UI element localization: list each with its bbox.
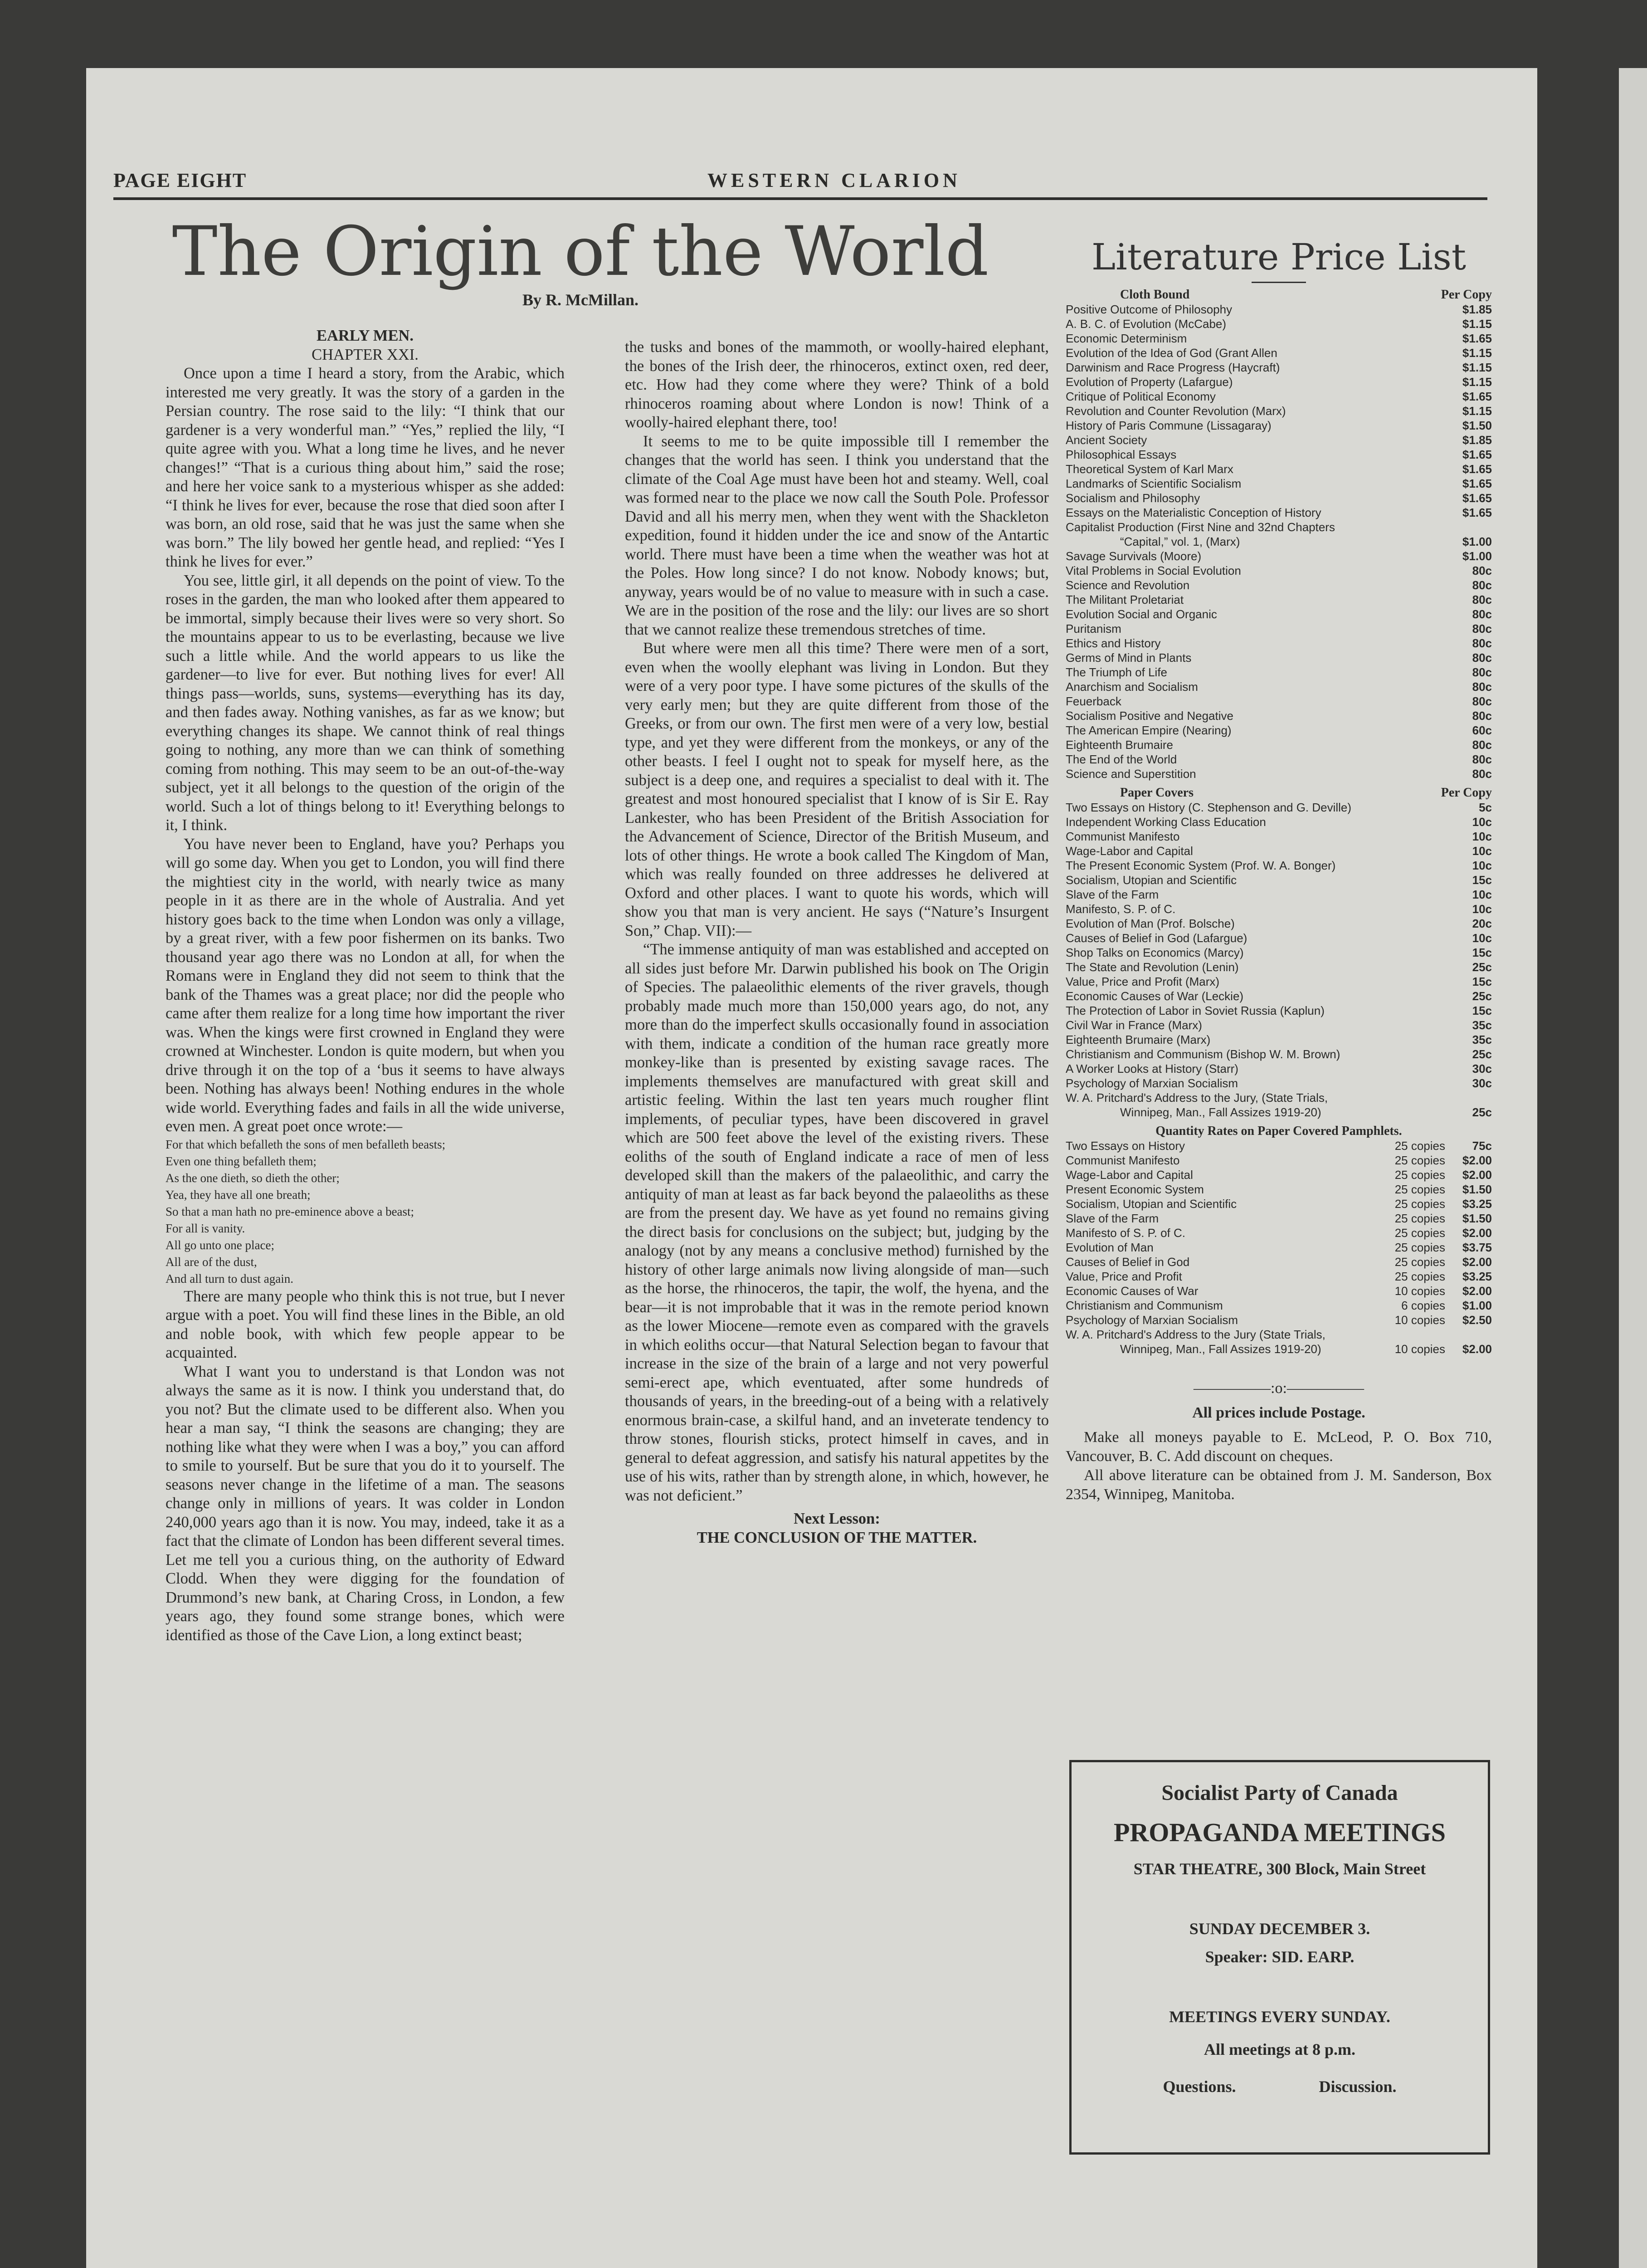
discussion-label: Discussion. [1319, 2077, 1397, 2096]
item-price: $1.65 [1462, 448, 1492, 461]
item-title: Psychology of Marxian Socialism [1066, 1076, 1238, 1090]
cloth-bound-header [1066, 288, 1492, 302]
item-price: $1.65 [1462, 477, 1492, 490]
item-title: Landmarks of Scientific Socialism [1066, 477, 1242, 490]
item-price: 25c [1472, 1105, 1492, 1119]
item-price: $1.15 [1462, 404, 1492, 418]
divider: —————:o:————— [1194, 1380, 1364, 1397]
price-row [1066, 960, 1492, 974]
item-quantity: 25 copies [1394, 1255, 1445, 1269]
price-row [1066, 592, 1492, 607]
item-title: Feuerback [1066, 694, 1121, 708]
item-title: Two Essays on History (C. Stephenson and G. Deville) [1066, 801, 1352, 814]
poem-line: For that which befalleth the sons of men befalleth beasts; [166, 1137, 446, 1151]
item-title: Manifesto, S. P. of C. [1066, 902, 1176, 916]
price-row [1066, 1139, 1492, 1153]
item-title: Science and Superstition [1066, 767, 1196, 781]
price-row [1066, 887, 1492, 902]
item-price: $1.50 [1462, 1212, 1492, 1225]
masthead [113, 169, 1487, 196]
item-price: $3.75 [1462, 1241, 1492, 1254]
paper-covers-list [1066, 800, 1492, 1119]
item-price: $3.25 [1462, 1197, 1492, 1211]
item-title: Independent Working Class Education [1066, 815, 1266, 829]
price-row [1066, 1197, 1492, 1211]
item-title: Christianism and Communism [1066, 1299, 1223, 1312]
price-row [1066, 1269, 1492, 1284]
poem [166, 1136, 565, 1287]
price-row [1066, 723, 1492, 738]
item-price: 80c [1472, 593, 1492, 606]
price-row [1066, 476, 1492, 491]
price-row [1066, 1076, 1492, 1090]
price-row [1066, 829, 1492, 844]
item-price: 15c [1472, 946, 1492, 959]
questions-label: Questions. [1163, 2077, 1236, 2096]
price-row [1066, 1211, 1492, 1226]
item-price: 80c [1472, 738, 1492, 752]
price-row [1066, 462, 1492, 476]
item-title: The Present Economic System (Prof. W. A. Bonger) [1066, 859, 1336, 872]
item-title: The State and Revolution (Lenin) [1066, 960, 1239, 974]
price-list-title: Literature Price List [1092, 236, 1466, 278]
item-title: Vital Problems in Social Evolution [1066, 564, 1241, 577]
item-price: $1.65 [1462, 390, 1492, 403]
item-title: Essays on the Materialistic Conception of History [1066, 506, 1321, 519]
price-row [1066, 873, 1492, 887]
item-title: Theoretical System of Karl Marx [1066, 462, 1233, 476]
price-row [1066, 1047, 1492, 1061]
quantity-rates-list [1066, 1139, 1492, 1356]
poem-line: For all is vanity. [166, 1221, 245, 1235]
price-row [1066, 679, 1492, 694]
party-name: Socialist Party of Canada [1161, 1781, 1398, 1805]
item-price: 30c [1472, 1076, 1492, 1090]
price-list-notes [1066, 1379, 1492, 1504]
item-title: Socialism, Utopian and Scientific [1066, 873, 1237, 887]
paragraph: But where were men all this time? There were men of a sort, even when the woolly elephant was living in London. But they were of a very poor type. I have some pictures of the skulls of the very early men; but they are quite different from those of the Greeks, or from our own. The first men were of a very low, bestial type, and yet they were different from the monkeys, or any of the other beasts. I feel I ought not to speak for myself here, as the subject is a deep one, and requires a specialist to deal with it. The greatest and most honoured specialist that I know of is Sir E. Ray Lankester, who has been President of the British Association for the Advancement of Science, Director of the British Museum, and lots of other things. He wrote a book called The Kingdom of Man, which was really founded on three addresses he delivered at Oxford and other places. I want to quote his words, which will show you that man is very ancient. He says (“Nature’s Insurgent Son,” Chap. VII):— [625, 640, 1049, 939]
price-row [1066, 694, 1492, 709]
poem-line: Yea, they have all one breath; [166, 1188, 311, 1202]
price-row [1066, 989, 1492, 1003]
adjacent-page-edge [1619, 68, 1647, 2268]
item-quantity: 25 copies [1394, 1139, 1445, 1153]
item-price: 10c [1472, 844, 1492, 858]
price-row [1066, 520, 1492, 534]
item-title: Value, Price and Profit (Marx) [1066, 975, 1220, 988]
price-row [1066, 1327, 1492, 1342]
next-lesson-label: Next Lesson: [794, 1510, 880, 1527]
item-title: The Protection of Labor in Soviet Russia (Kaplun) [1066, 1004, 1325, 1017]
item-price: 80c [1472, 753, 1492, 766]
article-column-1 [166, 327, 565, 1645]
price-row [1066, 1284, 1492, 1298]
item-price: 35c [1472, 1033, 1492, 1046]
item-title: Slave of the Farm [1066, 888, 1159, 901]
item-title: A Worker Looks at History (Starr) [1066, 1062, 1238, 1075]
item-title: The End of the World [1066, 753, 1177, 766]
item-title: The Militant Proletariat [1066, 593, 1184, 606]
price-row [1066, 1018, 1492, 1032]
per-copy-label: Per Copy [1441, 786, 1492, 800]
meeting-time: All meetings at 8 p.m. [1204, 2040, 1355, 2058]
item-price: 10c [1472, 902, 1492, 916]
item-price: $2.00 [1462, 1226, 1492, 1240]
item-price: $1.50 [1462, 419, 1492, 432]
article-byline: By R. McMillan. [522, 291, 638, 309]
item-title: History of Paris Commune (Lissagaray) [1066, 419, 1272, 432]
item-title: Puritanism [1066, 622, 1121, 635]
price-row [1066, 1313, 1492, 1327]
price-row [1066, 1003, 1492, 1018]
payment-note: Make all moneys payable to E. McLeod, P. O. Box 710, Vancouver, B. C. Add discount on cheques. [1066, 1429, 1492, 1465]
item-quantity: 6 copies [1401, 1299, 1445, 1312]
item-price: 25c [1472, 989, 1492, 1003]
item-quantity: 25 copies [1394, 1270, 1445, 1283]
item-title: Socialism and Philosophy [1066, 491, 1200, 505]
item-price: $1.85 [1462, 303, 1492, 316]
item-price: $2.50 [1462, 1313, 1492, 1327]
item-title: Science and Revolution [1066, 578, 1190, 592]
price-row [1066, 433, 1492, 447]
item-price: $1.65 [1462, 462, 1492, 476]
item-price: $2.00 [1462, 1168, 1492, 1182]
paragraph: There are many people who think this is not true, but I never argue with a poet. You will find these lines in the Bible, an old and noble book, with which few people appear to be acquainted. [166, 1287, 565, 1361]
item-price: 80c [1472, 680, 1492, 694]
item-price: 5c [1479, 801, 1492, 814]
item-quantity: 25 copies [1394, 1183, 1445, 1196]
price-row [1066, 447, 1492, 462]
item-quantity: 25 copies [1394, 1168, 1445, 1182]
item-title: Two Essays on History [1066, 1139, 1185, 1153]
item-title: Economic Determinism [1066, 332, 1187, 345]
quotation: “The immense antiquity of man was established and accepted on all sides just before Mr. Darwin published his book on The Origin of Species. The palaeolithic elements of the river gravels, though probably made much more than 150,000 years ago, do not, any more than do the imperfect skulls occasionally found in association with them, indicate a condition of the human race greatly more monkey-like than is presented by existing savage races. The implements themselves are manufactured with great skill and artistic feeling. Within the last ten years much rougher flint implements, of peculiar types, have been discovered in gravel which are 500 feet above the level of the existing rivers. These eoliths of the south of England indicate a race of men of less developed skill than the makers of the palaeolithic, and carry the antiquity of man at least as far back beyond the palaeoliths as these are from the present day. We have as yet found no remains giving the direct basis for conclusions on the subject; but, judging by the analogy (not by any means a conclusive method) furnished by the history of other large animals now living alongside of man—such as the horse, the rhinoceros, the tapir, the wolf, the hyena, and the bear—it is not improbable that it was in the remote period known as the lower Miocene—remote even as compared with the gravels in which eoliths occur—that Natural Selection began to favour that increase in the size of the brain of a large and not very powerful semi-erect ape, which eventuated, after some hundreds of thousands of years, in the breeding-out of a being with a relatively enormous brain-case, a skilful hand, and an inveterate tendency to throw stones, flourish sticks, protect himself in caves, and in general to defeat aggression, and satisfy his natural appetites by the use of his wits, rather than by strength alone, in which, however, he was not deficient.” [625, 941, 1049, 1504]
price-row [1066, 418, 1492, 433]
item-price: 80c [1472, 651, 1492, 665]
literature-price-list [1066, 236, 1492, 1504]
item-price: 80c [1472, 694, 1492, 708]
item-price: 10c [1472, 859, 1492, 872]
item-title: Revolution and Counter Revolution (Marx) [1066, 404, 1286, 418]
price-row [1066, 1153, 1492, 1168]
meetings-title: PROPAGANDA MEETINGS [1113, 1818, 1446, 1847]
item-quantity: 25 copies [1394, 1212, 1445, 1225]
item-price: 80c [1472, 607, 1492, 621]
item-price: 15c [1472, 975, 1492, 988]
item-title: Winnipeg, Man., Fall Assizes 1919-20) [1120, 1105, 1321, 1119]
price-row [1066, 709, 1492, 723]
price-row [1066, 1226, 1492, 1240]
item-title: Evolution of the Idea of God (Grant Allen [1066, 346, 1277, 360]
price-row [1066, 650, 1492, 665]
meeting-schedule: MEETINGS EVERY SUNDAY. [1169, 2008, 1390, 2026]
poem-line: As the one dieth, so dieth the other; [166, 1171, 340, 1185]
item-price: 80c [1472, 665, 1492, 679]
item-price: 60c [1472, 723, 1492, 737]
item-quantity: 10 copies [1394, 1342, 1445, 1356]
article-column-2 [625, 338, 1049, 1547]
chapter-heading: CHAPTER XXI. [312, 346, 419, 363]
item-title: Critique of Political Economy [1066, 390, 1216, 403]
item-price: $1.65 [1462, 491, 1492, 505]
price-row [1066, 578, 1492, 592]
price-row [1066, 974, 1492, 989]
item-title: Economic Causes of War (Leckie) [1066, 989, 1244, 1003]
item-title: Eighteenth Brumaire (Marx) [1066, 1033, 1211, 1046]
item-price: 80c [1472, 636, 1492, 650]
price-row [1066, 404, 1492, 418]
item-price: $1.00 [1462, 535, 1492, 548]
item-title: Psychology of Marxian Socialism [1066, 1313, 1238, 1327]
item-title: Value, Price and Profit [1066, 1270, 1182, 1283]
item-price [1449, 1090, 1492, 1105]
item-title: Evolution of Man [1066, 1241, 1154, 1254]
price-row [1066, 346, 1492, 360]
item-price: $1.00 [1462, 1299, 1492, 1312]
price-row [1066, 916, 1492, 931]
per-copy-label: Per Copy [1441, 288, 1492, 302]
price-row [1066, 636, 1492, 650]
price-row [1066, 844, 1492, 858]
availability-note: All above literature can be obtained from J. M. Sanderson, Box 2354, Winnipeg, Manitoba. [1066, 1467, 1492, 1503]
price-row [1066, 1342, 1492, 1356]
item-quantity [1368, 1327, 1445, 1342]
item-title: Manifesto of S. P. of C. [1066, 1226, 1185, 1240]
price-row [1066, 1061, 1492, 1076]
price-row [1066, 767, 1492, 781]
price-row [1066, 738, 1492, 752]
item-quantity: 10 copies [1394, 1284, 1445, 1298]
paragraph: It seems to me to be quite impossible till I remember the changes that the world has seen. I think you understand that the climate of the Coal Age must have been hot and steamy. Well, coal was formed near to the place we now call the South Pole. Professor David and all his merry men, when they went with the Shackleton expedition, found it hidden under the ice and snow of the Antartic world. There must have been a time when the weather was hot at the Poles. How long since? I do not know. Nobody knows; but, anyway, years would be of no value to measure with in such a case. We are in the position of the rose and the lily: our lives are so short that we cannot realize these tremendous stretches of time. [625, 432, 1049, 638]
item-price: 80c [1472, 767, 1492, 781]
paper-covers-label: Paper Covers [1120, 786, 1194, 800]
item-price: 10c [1472, 815, 1492, 829]
item-title: Causes of Belief in God (Lafargue) [1066, 931, 1247, 945]
item-price: 80c [1472, 709, 1492, 723]
meeting-speaker: Speaker: SID. EARP. [1205, 1948, 1355, 1966]
item-title: Christianism and Communism (Bishop W. M. Brown) [1066, 1047, 1340, 1061]
item-title: Wage-Labor and Capital [1066, 1168, 1193, 1182]
price-row [1066, 1105, 1492, 1119]
item-title: Evolution of Property (Lafargue) [1066, 375, 1233, 389]
item-title: Evolution Social and Organic [1066, 607, 1217, 621]
item-title: Darwinism and Race Progress (Haycraft) [1066, 361, 1280, 374]
paragraph: What I want you to understand is that London was not always the same as it is now. I think you understand that, do you not? But the climate used to be different also. When you hear a man say, “I think the seasons are changing; they are nothing like what they were when I was a boy,” you can afford to smile to yourself. But be sure that you do it to yourself. The seasons never change in the lifetime of a man. The seasons change only in millions of years. It was colder in London 240,000 years ago than it is now. You may, indeed, take it as a fact that the climate of London has been different several times. Let me tell you a curious thing, on the authority of Edward Clodd. When they were digging for the foundation of Drummond’s new bank, at Charing Cross, in London, a few years ago, they found some strange bones, which were identified as those of the Cave Lion, a long extinct beast; [166, 1363, 565, 1644]
item-price: 10c [1472, 888, 1492, 901]
item-price [1449, 1327, 1492, 1342]
item-title: A. B. C. of Evolution (McCabe) [1066, 317, 1227, 331]
item-price: $1.15 [1462, 375, 1492, 389]
poem-line: Even one thing befalleth them; [166, 1154, 317, 1168]
item-title: Evolution of Man (Prof. Bolsche) [1066, 917, 1235, 930]
item-price: $1.15 [1462, 361, 1492, 374]
paper-covers-header [1066, 786, 1492, 800]
item-price: $2.00 [1462, 1255, 1492, 1269]
item-title: Germs of Mind in Plants [1066, 651, 1192, 665]
poem-line: All are of the dust, [166, 1255, 257, 1269]
postage-note: All prices include Postage. [1192, 1404, 1365, 1421]
item-title: Socialism, Utopian and Scientific [1066, 1197, 1237, 1211]
item-price: $1.15 [1462, 317, 1492, 331]
item-quantity: 10 copies [1394, 1313, 1445, 1327]
price-row [1066, 1255, 1492, 1269]
masthead-rule [113, 197, 1487, 200]
title-rule [1252, 282, 1306, 283]
item-title: The Triumph of Life [1066, 665, 1167, 679]
price-row [1066, 505, 1492, 520]
item-quantity: 25 copies [1394, 1226, 1445, 1240]
item-price: $1.15 [1462, 346, 1492, 360]
item-price: 80c [1472, 578, 1492, 592]
item-title: Civil War in France (Marx) [1066, 1018, 1202, 1032]
price-row [1066, 800, 1492, 815]
item-quantity: 25 copies [1394, 1197, 1445, 1211]
price-row [1066, 815, 1492, 829]
price-row [1066, 389, 1492, 404]
item-title: W. A. Pritchard's Address to the Jury (State Trials, [1066, 1328, 1325, 1341]
item-title: Wage-Labor and Capital [1066, 844, 1193, 858]
meetings-advertisement [1069, 1760, 1490, 2155]
price-row [1066, 607, 1492, 621]
item-title: Shop Talks on Economics (Marcy) [1066, 946, 1244, 959]
item-title: Anarchism and Socialism [1066, 680, 1198, 694]
item-price: $3.25 [1462, 1270, 1492, 1283]
item-price: $2.00 [1462, 1342, 1492, 1356]
paragraph: You have never been to England, have you? Perhaps you will go some day. When you get to London, you will find there the mightiest city in the world, with nearly twice as many people in it as there are in the whole of Australia. And yet history goes back to the time when London was only a village, by a great river, with a few poor fishermen on its banks. Two thousand year ago there was no London at all, for when the Romans were in England they did not seem to think that the bank of the Thames was a great place; nor did the people who came after them realize for a long time how important the river was. When the kings were first crowned in England they were crowned at Winchester. London is quite modern, but when you drive through it on the top of a ‘bus it seems to have always been. Nothing has always been! Nothing endures in the whole wide world. Everything fades and fails in all the wide universe, even men. A great poet once wrote:— [166, 835, 565, 1135]
item-price: 15c [1472, 873, 1492, 887]
item-title: “Capital,” vol. 1, (Marx) [1120, 535, 1240, 548]
poem-line: All go unto one place; [166, 1238, 274, 1252]
item-price: 80c [1472, 622, 1492, 635]
article-title: The Origin of the World [172, 212, 989, 291]
poem-line: And all turn to dust again. [166, 1271, 293, 1286]
item-title: Socialism Positive and Negative [1066, 709, 1233, 723]
item-title: Positive Outcome of Philosophy [1066, 303, 1233, 316]
price-row [1066, 621, 1492, 636]
quantity-rates-header: Quantity Rates on Paper Covered Pamphlets. [1155, 1124, 1402, 1138]
item-title: Communist Manifesto [1066, 830, 1180, 843]
price-row [1066, 549, 1492, 563]
paragraph: Once upon a time I heard a story, from the Arabic, which interested me very greatly. It was the story of a garden in the Persian country. The rose said to the lily: “I think that our gardener is a very wonderful man.” “Yes,” replied the lily, “I quite agree with you. What a long time he lives, and he never changes!” “That is a curious thing about him,” said the rose; and here her voice sank to a mysterious whisper as she added: “I think he lives for ever, because the rose that died soon after I was born, an old rose, said that he was just the same when she was born.” The lily bowed her gentle head, and replied: “Yes I think he lives for ever.” [166, 365, 565, 570]
price-row [1066, 563, 1492, 578]
item-price: 25c [1472, 1047, 1492, 1061]
item-price: 15c [1472, 1004, 1492, 1017]
item-price: $2.00 [1462, 1154, 1492, 1167]
price-row [1066, 1240, 1492, 1255]
item-price: 30c [1472, 1062, 1492, 1075]
item-title: Eighteenth Brumaire [1066, 738, 1174, 752]
item-price: 75c [1472, 1139, 1492, 1153]
item-price [1449, 520, 1492, 534]
meeting-venue: STAR THEATRE, 300 Block, Main Street [1133, 1860, 1426, 1878]
paragraph: You see, little girl, it all depends on the point of view. To the roses in the garden, the man who looked after them appeared to be immortal, simply because their lives were so very short. So the mountains appear to us to be everlasting, because we live such a little while. And the world appears to us like the gardener—to live for ever. But nothing lives for ever! All things pass—worlds, suns, systems—everything has its day, and then fades away. Nothing vanishes, as far as we know; but everything changes its shape. We cannot think of real things going to nothing, any more than we can think of something coming from nothing. This may seem to be an out-of-the-way subject, yet it all belongs to the question of the origin of the world. Such a lot of things belong to it! Everything belongs to it, I think. [166, 572, 565, 834]
section-heading: EARLY MEN. [316, 327, 414, 344]
item-title: Economic Causes of War [1066, 1284, 1199, 1298]
item-price: 25c [1472, 960, 1492, 974]
price-row [1066, 375, 1492, 389]
next-lesson-title: THE CONCLUSION OF THE MATTER. [697, 1529, 977, 1546]
cloth-bound-list [1066, 302, 1492, 781]
item-price: 10c [1472, 830, 1492, 843]
item-title: Savage Survivals (Moore) [1066, 549, 1202, 563]
price-row [1066, 945, 1492, 960]
item-price: $1.65 [1462, 506, 1492, 519]
item-price: 35c [1472, 1018, 1492, 1032]
publication-name: WESTERN CLARION [707, 169, 961, 191]
item-title: Capitalist Production (First Nine and 32nd Chapters [1066, 520, 1335, 534]
item-title: Present Economic System [1066, 1183, 1204, 1196]
item-title: W. A. Pritchard's Address to the Jury, (State Trials, [1066, 1091, 1328, 1105]
item-quantity: 25 copies [1394, 1154, 1445, 1167]
price-row [1066, 752, 1492, 767]
item-title: Causes of Belief in God [1066, 1255, 1190, 1269]
price-row [1066, 317, 1492, 331]
poem-line: So that a man hath no pre-eminence above a beast; [166, 1204, 414, 1218]
item-price: 80c [1472, 564, 1492, 577]
item-price: $1.85 [1462, 433, 1492, 447]
cloth-bound-label: Cloth Bound [1120, 288, 1190, 302]
page-number: PAGE EIGHT [113, 169, 247, 191]
item-price: $1.65 [1462, 332, 1492, 345]
item-title: Ancient Society [1066, 433, 1147, 447]
price-row [1066, 360, 1492, 375]
item-price: $1.00 [1462, 549, 1492, 563]
item-quantity: 25 copies [1394, 1241, 1445, 1254]
price-row [1066, 902, 1492, 916]
price-row [1066, 302, 1492, 317]
price-row [1066, 1182, 1492, 1197]
item-price: 20c [1472, 917, 1492, 930]
item-title: Communist Manifesto [1066, 1154, 1180, 1167]
meeting-date: SUNDAY DECEMBER 3. [1189, 1920, 1370, 1938]
item-title: The American Empire (Nearing) [1066, 723, 1232, 737]
item-price: $2.00 [1462, 1284, 1492, 1298]
price-row [1066, 1090, 1492, 1105]
item-title: Winnipeg, Man., Fall Assizes 1919-20) [1120, 1342, 1321, 1356]
price-row [1066, 491, 1492, 505]
price-row [1066, 534, 1492, 549]
price-row [1066, 858, 1492, 873]
meeting-format [1072, 2077, 1488, 2096]
paragraph: the tusks and bones of the mammoth, or woolly-haired elephant, the bones of the Irish deer, the rhinoceros, extinct oxen, red deer, etc. How had they come where they were? Think of a bold rhinoceros roaming about where London is now! Think of a woolly-haired elephant there, too! [625, 338, 1049, 431]
item-title: Ethics and History [1066, 636, 1161, 650]
price-row [1066, 1032, 1492, 1047]
price-row [1066, 665, 1492, 679]
price-row [1066, 1298, 1492, 1313]
price-row [1066, 331, 1492, 346]
item-price: 10c [1472, 931, 1492, 945]
price-row [1066, 931, 1492, 945]
item-title: Slave of the Farm [1066, 1212, 1159, 1225]
item-title: Philosophical Essays [1066, 448, 1177, 461]
price-row [1066, 1168, 1492, 1182]
item-price: $1.50 [1462, 1183, 1492, 1196]
